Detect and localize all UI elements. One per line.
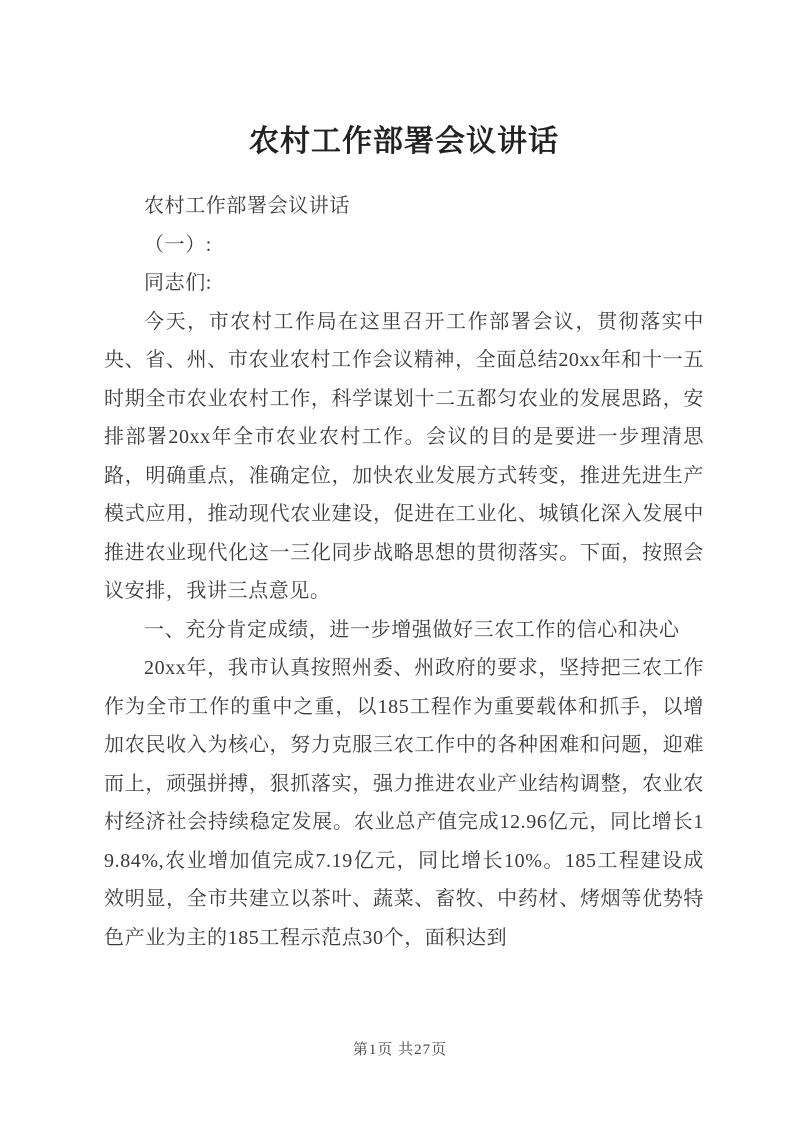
- document-title: 农村工作部署会议讲话: [249, 125, 559, 158]
- paragraph-body-1: 今天，市农村工作局在这里召开工作部署会议，贯彻落实中央、省、州、市农业农村工作会议精神，全面总结20xx年和十一五时期全市农业农村工作，科学谋划十二五都匀农业的发展思路，安排部署20xx年全市农业农村工作。会议的目的是要进一步理清思路，明确重点，准确定位，加快农业发展方式转变，推进先进生产模式应用，推动现代农业建设，促进在工业化、城镇化深入发展中推进农业现代化这一三化同步战略思想的贯彻落实。下面，按照会议安排，我讲三点意见。: [104, 310, 704, 602]
- paragraph-body-2: 20xx年，我市认真按照州委、州政府的要求，坚持把三农工作作为全市工作的重中之重，以185工程作为重要载体和抓手，以增加农民收入为核心，努力克服三农工作中的各种困难和问题，迎难而上，顽强拼搏，狠抓落实，强力推进农业产业结构调整，农业农村经济社会持续稳定发展。农业总产值完成12.96亿元，同比增长19.84%,农业增加值完成7.19亿元，同比增长10%。185工程建设成效明显，全市共建立以茶叶、蔬菜、畜牧、中药材、烤烟等优势特色产业为主的185工程示范点30个，面积达到: [104, 657, 704, 949]
- paragraph-salutation: 同志们:: [144, 272, 212, 294]
- paragraph-subtitle: 农村工作部署会议讲话: [144, 195, 350, 217]
- paragraph-section-marker: （一）:: [144, 233, 212, 256]
- paragraph-heading-1: 一、充分肯定成绩，进一步增强做好三农工作的信心和决心: [144, 618, 680, 641]
- page-number-label: 第1页 共27页: [352, 1042, 448, 1058]
- page-footer: [0, 1038, 800, 1059]
